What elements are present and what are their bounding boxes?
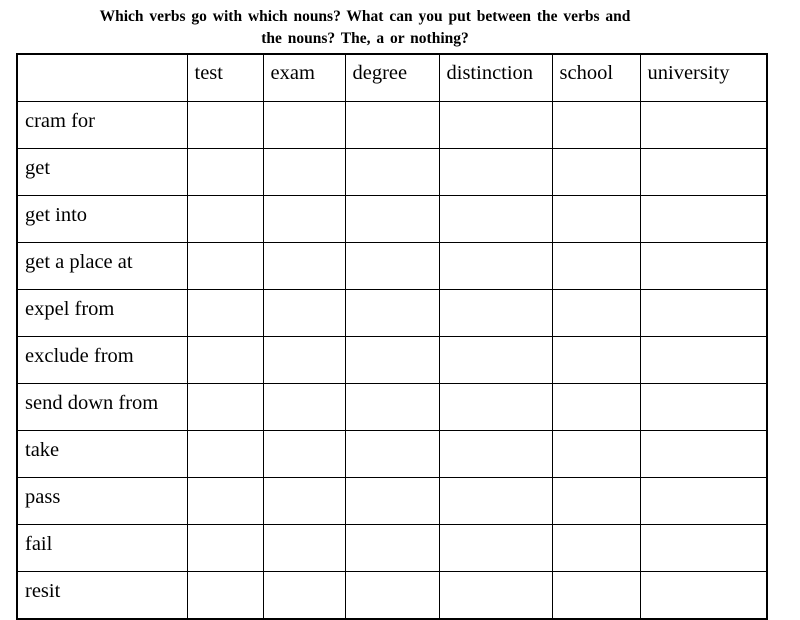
answer-cell[interactable] [263, 196, 345, 243]
answer-cell[interactable] [439, 431, 552, 478]
answer-cell[interactable] [263, 478, 345, 525]
answer-cell[interactable] [552, 431, 640, 478]
answer-cell[interactable] [187, 149, 263, 196]
answer-cell[interactable] [263, 102, 345, 149]
answer-cell[interactable] [552, 337, 640, 384]
answer-cell[interactable] [187, 337, 263, 384]
answer-cell[interactable] [552, 102, 640, 149]
answer-cell[interactable] [187, 384, 263, 431]
answer-cell[interactable] [345, 337, 439, 384]
title-line-2: the nouns? The, a or nothing? [261, 30, 469, 47]
answer-cell[interactable] [552, 290, 640, 337]
answer-cell[interactable] [439, 149, 552, 196]
answer-cell[interactable] [263, 243, 345, 290]
table-row [17, 384, 767, 431]
answer-cell[interactable] [640, 290, 767, 337]
title-line-1: Which verbs go with which nouns? What can you put between the verbs and [99, 8, 631, 25]
answer-cell[interactable] [187, 196, 263, 243]
answer-cell[interactable] [263, 337, 345, 384]
verb-noun-table [16, 53, 768, 620]
column-header-test: test [187, 54, 263, 102]
answer-cell[interactable] [187, 525, 263, 572]
table-row [17, 525, 767, 572]
answer-cell[interactable] [439, 243, 552, 290]
row-verb-label: expel from [17, 290, 187, 337]
header-row [17, 54, 767, 102]
answer-cell[interactable] [187, 478, 263, 525]
corner-cell [17, 54, 187, 102]
answer-cell[interactable] [640, 525, 767, 572]
row-verb-label: send down from [17, 384, 187, 431]
answer-cell[interactable] [439, 525, 552, 572]
answer-cell[interactable] [640, 196, 767, 243]
answer-cell[interactable] [345, 431, 439, 478]
answer-cell[interactable] [552, 525, 640, 572]
answer-cell[interactable] [552, 478, 640, 525]
column-header-school: school [552, 54, 640, 102]
answer-cell[interactable] [345, 102, 439, 149]
answer-cell[interactable] [640, 243, 767, 290]
row-verb-label: exclude from [17, 337, 187, 384]
answer-cell[interactable] [640, 384, 767, 431]
table-row [17, 196, 767, 243]
answer-cell[interactable] [640, 337, 767, 384]
answer-cell[interactable] [263, 149, 345, 196]
answer-cell[interactable] [345, 525, 439, 572]
answer-cell[interactable] [439, 478, 552, 525]
row-verb-label: take [17, 431, 187, 478]
answer-cell[interactable] [552, 243, 640, 290]
table-row [17, 149, 767, 196]
column-header-distinction: distinction [439, 54, 552, 102]
answer-cell[interactable] [187, 431, 263, 478]
answer-cell[interactable] [552, 149, 640, 196]
answer-cell[interactable] [640, 431, 767, 478]
answer-cell[interactable] [263, 525, 345, 572]
answer-cell[interactable] [345, 243, 439, 290]
row-verb-label: get into [17, 196, 187, 243]
answer-cell[interactable] [552, 196, 640, 243]
table-row [17, 290, 767, 337]
answer-cell[interactable] [439, 102, 552, 149]
table-row [17, 478, 767, 525]
row-verb-label: fail [17, 525, 187, 572]
answer-cell[interactable] [345, 196, 439, 243]
answer-cell[interactable] [552, 384, 640, 431]
answer-cell[interactable] [345, 149, 439, 196]
answer-cell[interactable] [345, 290, 439, 337]
table-row [17, 431, 767, 478]
row-verb-label: pass [17, 478, 187, 525]
row-verb-label: get a place at [17, 243, 187, 290]
row-verb-label: resit [17, 572, 187, 620]
answer-cell[interactable] [640, 149, 767, 196]
answer-cell[interactable] [439, 196, 552, 243]
answer-cell[interactable] [640, 102, 767, 149]
answer-cell[interactable] [439, 337, 552, 384]
answer-cell[interactable] [640, 478, 767, 525]
answer-cell[interactable] [263, 431, 345, 478]
answer-cell[interactable] [187, 290, 263, 337]
answer-cell[interactable] [187, 102, 263, 149]
answer-cell[interactable] [439, 572, 552, 620]
table-row [17, 102, 767, 149]
table-row [17, 243, 767, 290]
answer-cell[interactable] [640, 572, 767, 620]
answer-cell[interactable] [439, 384, 552, 431]
answer-cell[interactable] [263, 572, 345, 620]
answer-cell[interactable] [263, 290, 345, 337]
worksheet-title [0, 6, 730, 50]
row-verb-label: get [17, 149, 187, 196]
row-verb-label: cram for [17, 102, 187, 149]
answer-cell[interactable] [552, 572, 640, 620]
answer-cell[interactable] [187, 572, 263, 620]
answer-cell[interactable] [263, 384, 345, 431]
column-header-university: university [640, 54, 767, 102]
answer-cell[interactable] [187, 243, 263, 290]
answer-cell[interactable] [345, 478, 439, 525]
answer-cell[interactable] [439, 290, 552, 337]
answer-cell[interactable] [345, 384, 439, 431]
column-header-degree: degree [345, 54, 439, 102]
answer-cell[interactable] [345, 572, 439, 620]
table-row [17, 337, 767, 384]
column-header-exam: exam [263, 54, 345, 102]
table-row [17, 572, 767, 620]
